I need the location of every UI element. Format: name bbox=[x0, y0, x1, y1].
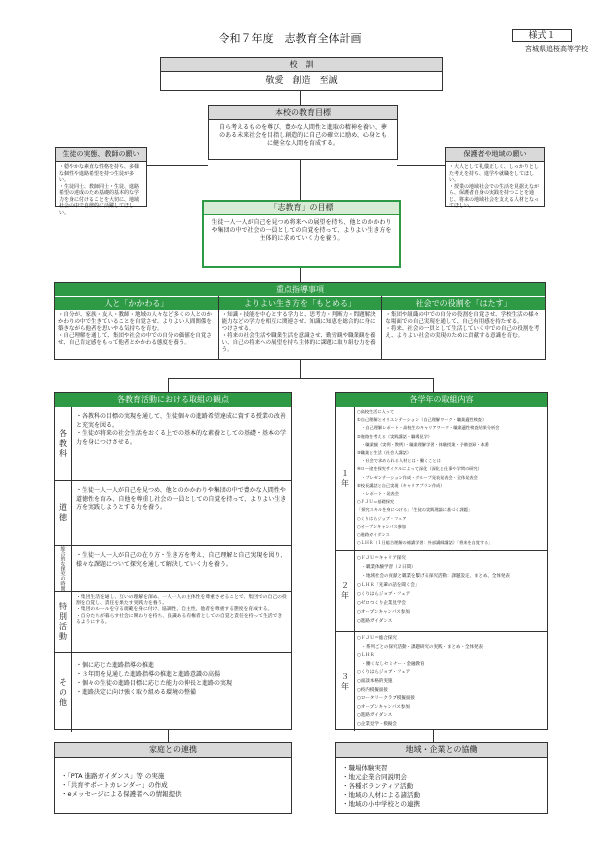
school-name: 宮城県追桜高等学校 bbox=[525, 45, 588, 53]
focus-column-title: 人と「かかわる」 bbox=[55, 296, 218, 310]
focus-columns bbox=[55, 296, 545, 360]
focus-column bbox=[382, 296, 545, 360]
grade-item: ○ＬＨＲ「先輩の話を聞く会」 bbox=[357, 583, 420, 588]
education-goal-header: 本校の教育目標 bbox=[209, 106, 397, 120]
grade-item: ○オープンキャンパス参加 bbox=[357, 523, 407, 529]
activity-item: ・個に応じた進路指導の推進 bbox=[76, 662, 155, 669]
focus-item: ・将来、社会の一員として生活していく中での自己の役割を考え、よりよい社会の実現のために貢献する意識を育む。 bbox=[385, 326, 540, 339]
community-header: 地域・企業との協働 bbox=[336, 743, 547, 758]
focus-header: 重点指導事項 bbox=[55, 283, 545, 296]
activities-header: 各教育活動における取組の観点 bbox=[55, 393, 291, 407]
activity-item: ・集団のルールを守る規範を身に付け、協調性、自主性、他者を尊重する態度を育成する。 bbox=[76, 607, 273, 613]
grade-item: ○進路ガイダンス bbox=[357, 619, 393, 624]
grade-item: ・社会で求められる人材とは・働くことは bbox=[357, 458, 441, 464]
activity-item: ・生徒一人一人が自己を見つめ、他とのかかわりや集団の中で豊かな人間性や道徳性を育み、自他を尊重し社会の一員としての自覚を持って、よりよい生き方を実践しようとする力を養う。 bbox=[76, 487, 287, 511]
grade-row bbox=[336, 407, 547, 551]
family-section bbox=[54, 742, 292, 814]
grade-item: ○ＬＨＲ bbox=[357, 653, 375, 659]
grade-item: ○オープンキャンパス参加 bbox=[357, 610, 410, 615]
grade-item: ○面談本格的実施 bbox=[357, 678, 393, 684]
focus-item: ・自己理解を通して、集団や社会の中での自分の価値を自覚させ、自己肯定感をもって他者とかかわる態度を養う。 bbox=[58, 333, 212, 346]
grade-item: ・系列ごとの探究活動・課題研究の実践・まとめ・全体発表 bbox=[357, 644, 483, 650]
grade-item: ③職業と生活（社会人講話） bbox=[357, 450, 412, 456]
activity-label: その他 bbox=[58, 677, 68, 708]
community-item: ・各種ボランティア活動 bbox=[342, 782, 413, 790]
activity-row bbox=[55, 481, 291, 546]
parents-list bbox=[446, 162, 544, 212]
kokorozashi-text: 生徒一人一人が自己を見つめ将来への展望を持ち、他とのかかわりや集団の中で社会の一員としての自覚を持って、よりよい生き方を主体的に求めていく力を養う。 bbox=[211, 219, 392, 242]
grade-item: ○くりはらジョブ・フェア bbox=[357, 515, 407, 521]
focus-column-title: よりよい生き方を「もとめる」 bbox=[219, 296, 382, 310]
activity-item: ・個々の生徒の進路目標に応じた能力の伸長と進路の実現 bbox=[76, 680, 233, 687]
education-goal-text: 自ら考えるものを尊び、豊かな人間性と進取の精神を養い、夢のある未来社会を目指し創造的に自己の確立に励め、心身ともに健全な人間を育成する。 bbox=[219, 124, 387, 147]
activity-item: ・各教科の目標の実現を通して、生徒個々の進路希望達成に資する授業の改善と充実を図る。 bbox=[76, 413, 286, 429]
focus-item: ・知識・技能を中心とする学力と、思考力・判断力・問題解決能力などの学力を相互に関連させ、知識に知恵を総合的に身につけさせる。 bbox=[221, 312, 376, 332]
activity-row bbox=[55, 653, 291, 732]
activity-item: ・３年間を見通した進路指導の推進と進路意識の高揚 bbox=[76, 671, 221, 678]
grade-item: ・レポート・発表会 bbox=[357, 491, 399, 497]
grade-item: ○ＦＪＵ＝基礎探究 bbox=[357, 499, 395, 505]
education-goal-box bbox=[208, 105, 398, 160]
grade-item: ・職業体験学習（２日間） bbox=[357, 565, 416, 570]
focus-column bbox=[55, 296, 219, 360]
motto-words: 敬愛 創造 至誠 bbox=[265, 76, 338, 86]
focus-item: ・自分が、家族・友人・教師・地域の人々など多くの人とのかかわりの中で生きていることを自覚させ、よりよい人間関係を築きながら他者を思いやる気持ちを育む。 bbox=[58, 312, 213, 332]
page-title: 令和７年度 志教育全体計画 bbox=[218, 32, 362, 45]
grade-item: ○ロータリークラブ模擬面接 bbox=[357, 696, 415, 702]
grade-item: ・職業観（実例・教例）・職業理解学習・体験授業・予備登録・本番 bbox=[357, 441, 489, 447]
grade-row bbox=[336, 551, 547, 632]
community-item: ・職場体験実習 bbox=[342, 764, 388, 772]
grade-item: ⑤校長講話と自己実現（キャリアプラン作成） bbox=[357, 482, 445, 488]
students-box bbox=[55, 147, 147, 216]
grade-item: ○ＬＨＲ（１日総合理解の補講学習：外部講師講話）「将来を自覚する」 bbox=[357, 540, 493, 546]
parents-box bbox=[445, 147, 545, 207]
focus-item: ・将来の社会生活や職業生活を意識させ、勤労観や職業観を養い、自己の将来への展望を持ち主体的に課題に取り組む力を養う。 bbox=[221, 333, 376, 353]
grade-item: ○ＦＪＵ＝総合探究 bbox=[357, 636, 397, 641]
activity-row bbox=[55, 407, 291, 481]
grade-item: ○ゼロつくり企業見学会 bbox=[357, 601, 406, 606]
grade-item: ・プレゼンテーション作成・グループ発表発表会・全体発表会 bbox=[357, 474, 478, 480]
focus-column bbox=[219, 296, 383, 360]
parents-item: ・大人として礼儀正しく、しっかりとした考えを持ち、進学や就職をしてほしい。 bbox=[449, 164, 539, 183]
activity-label: 総合的な探究の時間 bbox=[59, 546, 66, 591]
activity-item: ・進路決定に向け強く取り組める環境の整備 bbox=[76, 689, 197, 696]
grade-item: ○オープンキャンパス参加 bbox=[357, 704, 410, 710]
grade-item: ○校内模擬面接 bbox=[357, 687, 388, 693]
students-list bbox=[56, 162, 146, 218]
parents-header: 保護者や地域の願い bbox=[446, 148, 544, 162]
activity-item: ・生徒が将来の社会生活をおくる上での基本的な素養としての基礎・基本の学力を身につけさせる。 bbox=[76, 430, 287, 446]
focus-item: ・集団や組織の中での自分の役割を自覚させ、学校生活の様々な場面での自己実現を通して、自己有用感を持たせる。 bbox=[385, 312, 540, 325]
activity-row bbox=[55, 546, 291, 592]
form-label: 様式１ bbox=[512, 29, 572, 42]
family-item: ・eメッセージによる保護者への情報提供 bbox=[61, 790, 182, 798]
community-section bbox=[335, 742, 548, 814]
grade-item: ○企業見学・模擬会 bbox=[357, 721, 397, 727]
family-list bbox=[55, 758, 291, 813]
motto-box bbox=[160, 57, 443, 91]
grade-item: ○進路ガイダンス bbox=[357, 713, 393, 719]
students-item: ・生徒同士、教師同士・生徒、進路希望の達成のため基礎的基本的な学力を身に付けることを大切に、地域社会の中で自律的に活躍してほしい。 bbox=[59, 183, 140, 216]
activity-label: 道徳 bbox=[58, 503, 68, 523]
family-item: ・「共育サポートカレンダー」の作成 bbox=[61, 781, 168, 789]
grades-header: 各学年の取組内容 bbox=[336, 393, 547, 407]
grade-row bbox=[336, 632, 547, 731]
family-item: ・「PTA 進路ガイダンス」等 の実施 bbox=[61, 772, 165, 780]
grade-item: ④ロー途を探究サイクルによって深化（深化と仕事や学問の研究） bbox=[357, 466, 482, 472]
grade-item: ○高校生活に入って bbox=[357, 409, 395, 414]
activity-item: ・自分たちが暮らす社会に関わりを持ち、良識ある有権者としての自覚と責任を持って生活できるようにする。 bbox=[76, 613, 283, 625]
students-item: ・穏やかな素直な性格を持ち、多様な個性や進路希望を持つ生徒が多い。 bbox=[59, 164, 140, 183]
grade-item: ・自己理解レポート・高校生のキャリアワーク・職業適性検査結果分析会 bbox=[357, 425, 500, 431]
activity-item: ・生徒一人一人が自己の在り方・生き方を考え、自己理解と自己実現を図り、様々な課題について探究を通して解決していく力を養う。 bbox=[76, 552, 287, 568]
activity-row bbox=[55, 592, 291, 653]
kokorozashi-header: 「志教育」の目標 bbox=[204, 202, 399, 215]
grade-label: １年 bbox=[340, 468, 350, 489]
community-list bbox=[336, 758, 547, 815]
parents-item: ・授業の地域社会での生活を見据えながら、保護者自身の実践を持つことを通じ、将来の地域社会を支える人材となってほしい。 bbox=[449, 183, 540, 209]
grade-item: ○進路ガイダンス bbox=[357, 532, 390, 538]
grade-item: ①自己理解とオリエンテーション（自己理解ワーク・職業適性検査） bbox=[357, 417, 487, 423]
activity-label: 各教科 bbox=[58, 428, 68, 459]
grade-item: ○くりはらジョブ・フェア bbox=[357, 592, 411, 597]
focus-section bbox=[54, 282, 546, 360]
grade-item: ・地域社会の貢献と職業を繋げる探究活動：課題設定、まとめ、全体発表 bbox=[357, 574, 510, 579]
grade-label: ３年 bbox=[340, 671, 350, 692]
grade-label: ２年 bbox=[340, 581, 350, 601]
grades-section bbox=[335, 392, 548, 730]
activities-section bbox=[54, 392, 292, 730]
family-header: 家庭との連携 bbox=[55, 743, 291, 758]
activity-item: ・集団生活を通し、互いの理解を深め、一人一人の主体性を尊重させることで、集団での自己の役割を自覚し、責任を果たす実践力を養う。 bbox=[76, 595, 287, 607]
community-item: ・地域の小中学校との連携 bbox=[342, 800, 420, 808]
grade-item: ・働くなしセミナー・金融教育 bbox=[357, 661, 425, 667]
kokorozashi-box bbox=[202, 200, 401, 268]
activity-label: 特別活動 bbox=[58, 602, 68, 642]
community-item: ・地域の人材による諸活動 bbox=[342, 791, 420, 799]
grade-item: ○ＦＪＵ＝キャリア探究 bbox=[357, 556, 406, 561]
grade-item: 「探究スキルを身につける」「生徒の実践理論に基づく課題」 bbox=[357, 507, 473, 513]
motto-header: 校 訓 bbox=[161, 58, 442, 72]
students-header: 生徒の実態、教師の願い bbox=[56, 148, 146, 162]
focus-column-title: 社会での役割を「はたす」 bbox=[382, 296, 545, 310]
grade-item: ②進路を考える（実践講話・職場見学） bbox=[357, 433, 432, 439]
community-item: ・地元企業合同説明会 bbox=[342, 773, 407, 781]
grade-item: ○くりはらジョブ・フェア bbox=[357, 670, 411, 676]
